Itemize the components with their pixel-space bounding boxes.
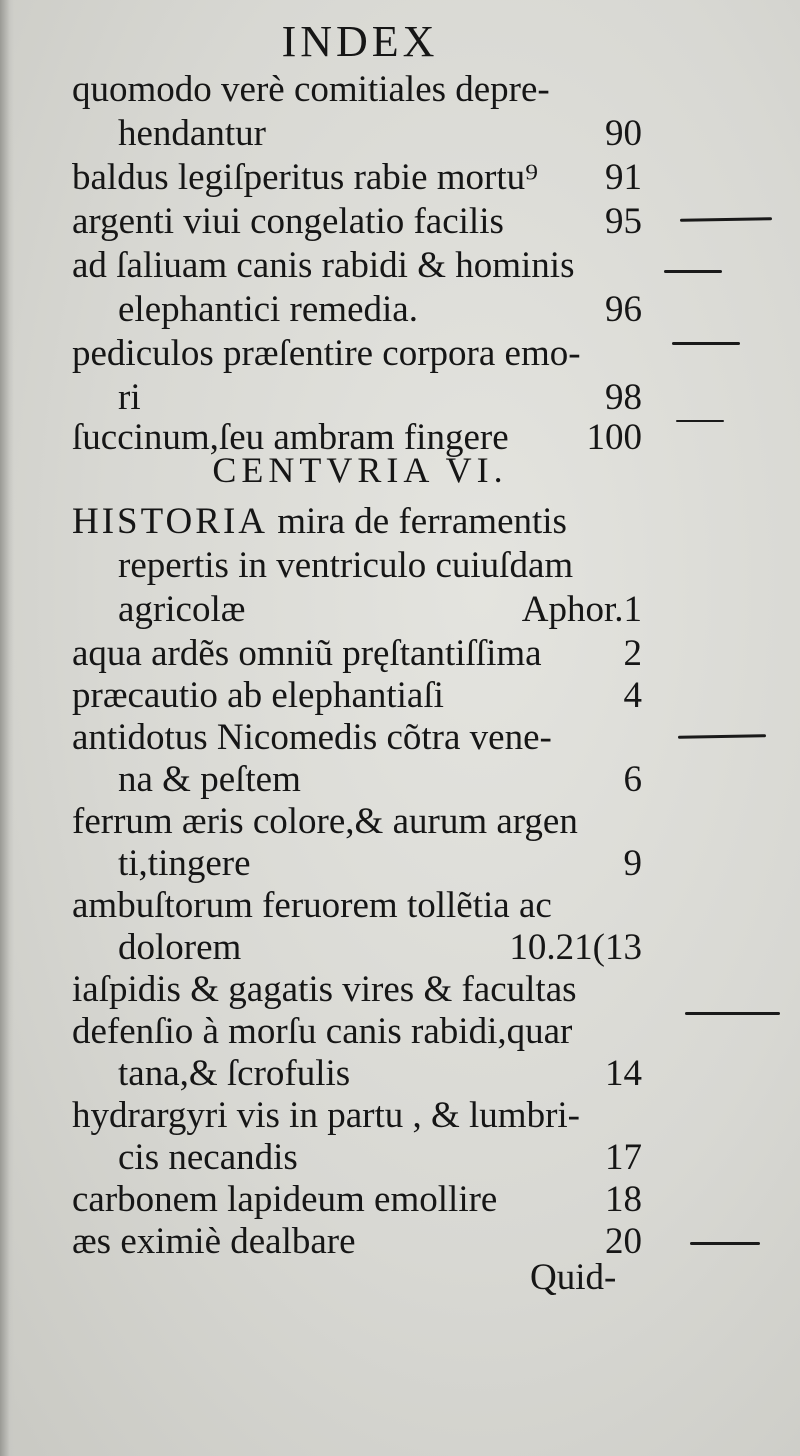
index-entry bbox=[72, 632, 642, 676]
entry-page: 18 bbox=[605, 1179, 642, 1220]
entry-text: ri bbox=[118, 377, 141, 418]
index-entry bbox=[72, 1010, 642, 1054]
index-entry bbox=[118, 288, 642, 332]
index-entry bbox=[72, 800, 642, 844]
entry-text: hendantur bbox=[118, 113, 266, 154]
index-entry bbox=[72, 244, 642, 288]
entry-text: aqua ardẽs omniũ pręſtantiſſima bbox=[72, 633, 542, 674]
margin-mark bbox=[672, 342, 740, 345]
entry-text: agricolæ bbox=[118, 589, 246, 630]
index-entry bbox=[118, 1052, 642, 1096]
entry-text: argenti viui congelatio facilis bbox=[72, 201, 504, 242]
entry-page: 98 bbox=[605, 377, 642, 418]
entry-text: ſuccinum,ſeu ambram fingere bbox=[72, 417, 509, 458]
entry-page: 14 bbox=[605, 1053, 642, 1094]
margin-mark bbox=[680, 217, 772, 222]
margin-mark bbox=[664, 270, 722, 273]
entry-page: 17 bbox=[605, 1137, 642, 1178]
entry-text: elephantici remedia. bbox=[118, 289, 418, 330]
entry-page: 96 bbox=[605, 289, 642, 330]
entry-page: 4 bbox=[623, 675, 642, 716]
margin-mark bbox=[685, 1012, 780, 1015]
index-entry bbox=[72, 332, 642, 376]
page-gutter-shadow bbox=[0, 0, 14, 1456]
index-entry bbox=[72, 500, 642, 544]
entry-text: quomodo verè comitiales depre- bbox=[72, 69, 550, 110]
entry-text: ti,tingere bbox=[118, 843, 251, 884]
entry-text: defenſio à morſu canis rabidi,quar bbox=[72, 1011, 573, 1052]
index-entry bbox=[72, 884, 642, 928]
index-entry bbox=[118, 926, 642, 970]
entry-text: ad ſaliuam canis rabidi & hominis bbox=[72, 245, 575, 286]
margin-mark bbox=[676, 420, 724, 422]
entry-text: pediculos præſentire corpora emo- bbox=[72, 333, 581, 374]
entry-text: repertis in ventriculo cuiuſdam bbox=[118, 545, 574, 586]
entry-page: 100 bbox=[586, 417, 642, 458]
entry-page: 2 bbox=[623, 633, 642, 674]
index-entry bbox=[118, 112, 642, 156]
entry-page: 95 bbox=[605, 201, 642, 242]
entry-text: mira de ferramentis bbox=[268, 501, 567, 542]
index-entry bbox=[118, 1136, 642, 1180]
entry-text: na & peſtem bbox=[118, 759, 301, 800]
entry-page: Aphor.1 bbox=[521, 589, 642, 630]
page-title: INDEX bbox=[281, 17, 439, 66]
margin-mark bbox=[678, 734, 766, 739]
entry-page: 20 bbox=[605, 1221, 642, 1262]
index-entry bbox=[72, 1178, 642, 1222]
entry-text: iaſpidis & gagatis vires & facultas bbox=[72, 969, 577, 1010]
index-entry bbox=[118, 842, 642, 886]
entry-text: baldus legiſperitus rabie mortu⁹ bbox=[72, 157, 539, 198]
entry-text: ferrum æris colore,& aurum argen bbox=[72, 801, 578, 842]
index-entry bbox=[72, 200, 642, 244]
entry-text: cis necandis bbox=[118, 1137, 298, 1178]
entry-page: 90 bbox=[605, 113, 642, 154]
entry-text: dolorem bbox=[118, 927, 242, 968]
entry-page: 91 bbox=[605, 157, 642, 198]
entry-text: ambuſtorum feruorem tollẽtia ac bbox=[72, 885, 552, 926]
index-entry bbox=[72, 968, 642, 1012]
entry-lead-word: HISTORIA bbox=[72, 501, 268, 542]
index-entry bbox=[72, 1094, 642, 1138]
index-entry bbox=[72, 716, 642, 760]
section-title: CENTVRIA VI. bbox=[212, 450, 508, 490]
entry-text: tana,& ſcrofulis bbox=[118, 1053, 351, 1094]
index-entry bbox=[118, 376, 642, 420]
entry-text: carbonem lapideum emollire bbox=[72, 1179, 498, 1220]
entry-page: 10.21(13 bbox=[509, 927, 642, 968]
index-entry bbox=[72, 156, 642, 200]
entry-text: æs eximiè dealbare bbox=[72, 1221, 356, 1262]
index-entry bbox=[118, 758, 642, 802]
entry-page: 9 bbox=[623, 843, 642, 884]
catchword: Quid- bbox=[530, 1257, 617, 1298]
entry-text: antidotus Nicomedis cõtra vene- bbox=[72, 717, 552, 758]
index-entry bbox=[118, 588, 642, 632]
entry-text: hydrargyri vis in partu , & lumbri- bbox=[72, 1095, 580, 1136]
index-entry bbox=[72, 68, 642, 112]
index-entry bbox=[72, 674, 642, 718]
entry-text: præcautio ab elephantiaſi bbox=[72, 675, 444, 716]
entry-page: 6 bbox=[623, 759, 642, 800]
margin-mark bbox=[690, 1242, 760, 1245]
index-entry bbox=[118, 544, 642, 588]
